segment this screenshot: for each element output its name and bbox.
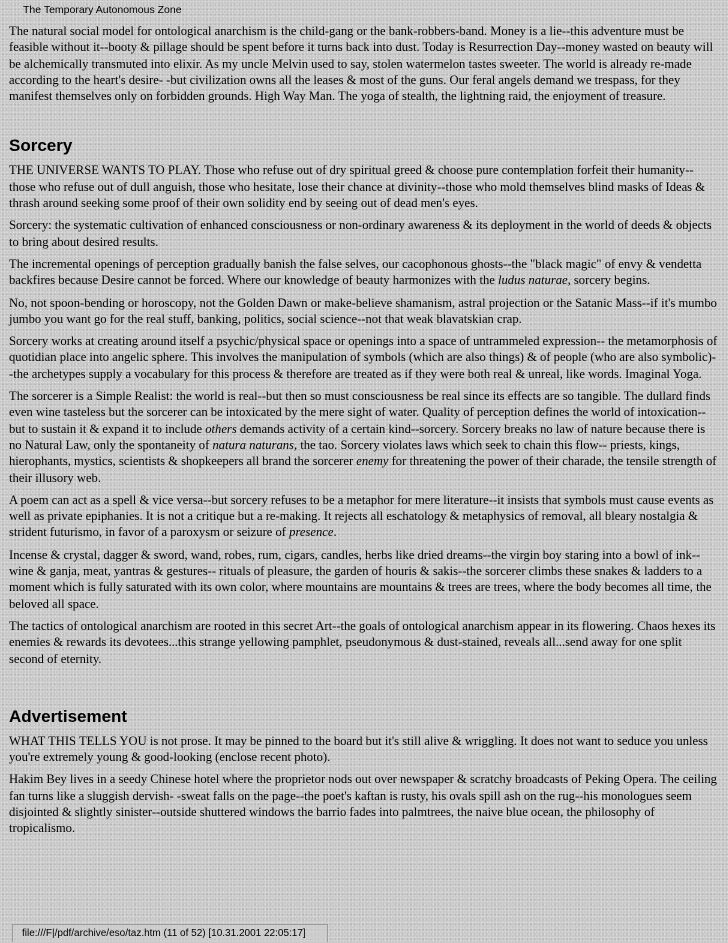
paragraph-incense-crystal: Incense & crystal, dagger & sword, wand, robes, rum, cigars, candles, herbs like dried dreams--the virgin boy staring into a bowl of ink--wine & ganja, meat, yantras & gestures-- rituals of pleasure, the garden of houris & sakis--the sorcerer climbs these snakes & ladders to a moment which is fully saturated with its own color, where mountains are mountains & trees are trees, where the body becomes all time, the beloved all space. bbox=[9, 547, 712, 611]
page-footer bbox=[12, 924, 328, 942]
paragraph-sorcery-works: Sorcery works at creating around itself a psychic/physical space or openings into a space of untrammeled expression-- the metamorphosis of quotidian place into angelic sphere. This involves the manipulation of symbols (which are also things) & of people (who are also symbolic)--the archetypes supply a vocabulary for this process & therefore are treated as if they were both real & unreal, like words. Imaginal Yoga. bbox=[9, 334, 718, 381]
paragraph-simple-realist: The sorcerer is a Simple Realist: the world is real--but then so must consciousness be real since its effects are so tangible. The dullard finds even wine tasteless but the sorcerer can be intoxicated by the mere sight of water. Quality of perception defines the world of intoxication--but to sustain it & expand it to include others demands activity of a certain kind--sorcery. Sorcery breaks no law of nature because there is no Natural Law, only the spontaneity of natura naturans, the tao. Sorcery violates laws which seek to chain this flow-- priests, kings, hierophants, mystics, scientists & shopkeepers all brand the sorcerer enemy for threatening the power of their charade, the tensile strength of their illusory web. bbox=[9, 389, 717, 485]
paragraph-child-gang: The natural social model for ontological anarchism is the child-gang or the bank-robbers-band. Money is a lie--this adventure must be feasible without it--booty & pillage should be spent before it turns back into dust. Today is Resurrection Day--money wasted on beauty will be alchemically transmuted into elixir. As my uncle Melvin used to say, stolen watermelon tastes sweeter. The world is already re-made according to the heart's desire- -but civilization owns all the leases & most of the guns. Our feral angels demand we trespass, for they manifest themselves only on forbidden grounds. High Way Man. The yoga of stealth, the lightning raid, the enjoyment of treasure. bbox=[9, 24, 713, 104]
document-body bbox=[9, 23, 719, 843]
heading-sorcery: Sorcery bbox=[9, 136, 73, 156]
document-title: The Temporary Autonomous Zone bbox=[23, 4, 182, 16]
page-header bbox=[0, 0, 728, 20]
footer-file-path: file:///F|/pdf/archive/eso/taz.htm (11 of 52) [10.31.2001 22:05:17] bbox=[22, 928, 306, 939]
paragraph-tactics: The tactics of ontological anarchism are rooted in this secret Art--the goals of ontological anarchism appear in its flowering. Chaos hexes its enemies & rewards its devotees...this strange yellowing pamphlet, pseudonymous & dust-stained, reveals all...send away for one split second of eternity. bbox=[9, 618, 716, 666]
paragraph-what-this-tells-you: WHAT THIS TELLS YOU is not prose. It may be pinned to the board but it's still alive & wriggling. It does not want to seduce you unless you're extremely young & good-looking (enclose recent photo). bbox=[9, 733, 708, 765]
paragraph-hakim-bey: Hakim Bey lives in a seedy Chinese hotel where the proprietor nods out over newspaper & scratchy broadcasts of Peking Opera. The ceiling fan turns like a sluggish dervish- -sweat falls on the page--the poet's kaftan is rusty, his ovals spill ash on the rug--his monologues seem disjointed & slightly sinister--outside shuttered windows the barrio fades into palmtrees, the naive blue ocean, the philosophy of tropicalismo. bbox=[9, 772, 717, 836]
paragraph-incremental-openings: The incremental openings of perception gradually banish the false selves, our cacophonous ghosts--the "black magic" of envy & vendetta backfires because Desire cannot be forced. Where our knowledge of beauty harmonizes with the ludus naturae, sorcery begins. bbox=[9, 256, 702, 288]
paragraph-poem-spell: A poem can act as a spell & vice versa--but sorcery refuses to be a metaphor for mere literature--it insists that symbols must cause events as well as private epiphanies. It is not a critique but a re-making. It rejects all eschatology & metaphysics of removal, all bleary nostalgia & strident futurismo, in favor of a paroxysm or seizure of presence. bbox=[9, 492, 714, 540]
paragraph-universe-wants-to-play: THE UNIVERSE WANTS TO PLAY. Those who refuse out of dry spiritual greed & choose pure contemplation forfeit their humanity--those who refuse out of dull anguish, those who hesitate, lose their chance at divinity--those who mold themselves blind masks of Ideas & thrash around seeking some proof of their own solidity end by seeing out of dead men's eyes. bbox=[9, 163, 706, 211]
heading-advertisement: Advertisement bbox=[9, 706, 128, 726]
paragraph-sorcery-definition: Sorcery: the systematic cultivation of enhanced consciousness or non-ordinary awareness & its deployment in the world of deeds & objects to bring about desired results. bbox=[9, 218, 712, 249]
paragraph-spoon-bending: No, not spoon-bending or horoscopy, not the Golden Dawn or make-believe shamanism, astral projection or the Satanic Mass--if it's mumbo jumbo you want go for the real stuff, banking, politics, social science--not that weak blavatskian crap. bbox=[9, 295, 717, 326]
